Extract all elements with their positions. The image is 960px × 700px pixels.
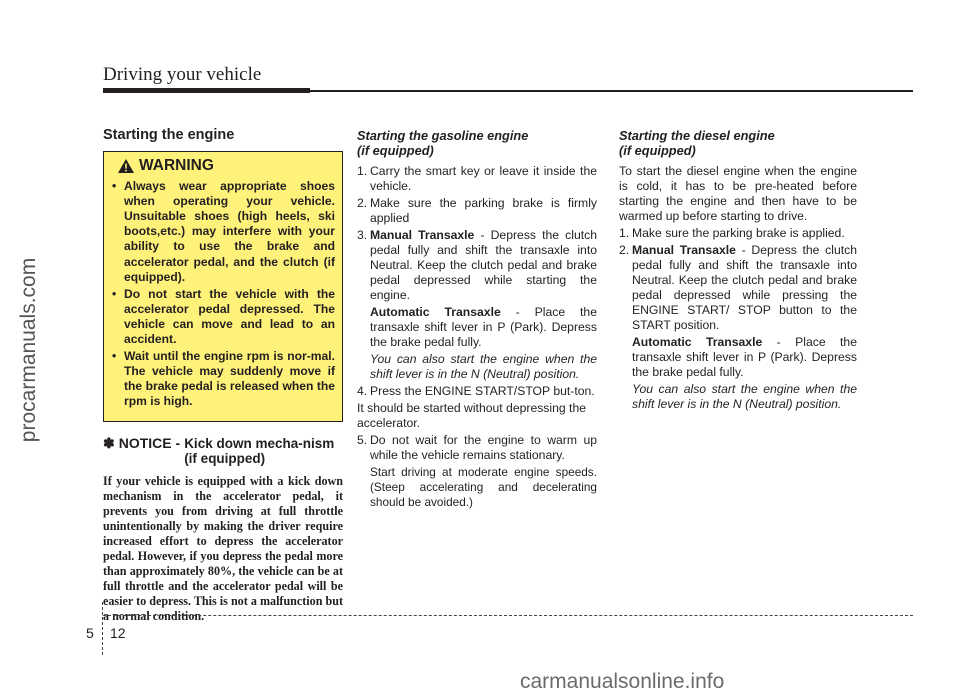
automatic-transaxle-note: Automatic Transaxle - Place the transaxle shift lever in P (Park). Depress the brake pedal fully. — [632, 335, 857, 379]
notice-label: NOTICE - — [118, 434, 181, 451]
warning-header — [112, 158, 335, 173]
list-item: 1. Carry the smart key or leave it inside the vehicle. — [357, 164, 597, 193]
header-rule-thick — [103, 88, 310, 93]
diesel-intro: To start the diesel engine when the engine is cold, it has to be pre-heated before starting the engine and then have to be warmed up before starting to drive. — [619, 164, 857, 223]
column-1 — [103, 128, 343, 624]
warning-title: WARNING — [139, 157, 214, 174]
footer-divider — [102, 602, 103, 655]
header-rule-thin — [310, 90, 913, 92]
list-item: 2. Make sure the parking brake is firmly applied — [357, 196, 597, 225]
list-item: 3. Manual Transaxle - Depress the clutch pedal fully and shift the transaxle into Neutral. Keep the clutch pedal and brake pedal depressed while starting the engine. — [357, 228, 598, 302]
step5-note: Start driving at moderate engine speeds. (Steep accelerating and decelerating should be avoided.) — [370, 465, 597, 509]
chapter-number: 5 — [86, 625, 94, 641]
warning-item: • Wait until the engine rpm is nor-mal. The vehicle may suddenly move if the brake pedal is released when the rpm is high. — [112, 349, 335, 409]
notice-star-icon: ✽ — [103, 434, 115, 451]
warning-item: • Do not start the vehicle with the accelerator pedal depressed. The vehicle can move and lead to an accident. — [112, 286, 335, 347]
section-title: Starting the engine — [103, 127, 235, 143]
list-item: 2. Manual Transaxle - Depress the clutch pedal fully and shift the transaxle into Neutral. Keep the clutch pedal and brake pedal depressed while pressing the ENGINE START/ STOP button to the START position. — [619, 243, 858, 332]
list-item: 5. Do not wait for the engine to warm up while the vehicle remains stationary. — [357, 433, 597, 462]
list-item: 4. Press the ENGINE START/STOP but-ton. — [357, 384, 595, 398]
page-number: 12 — [110, 625, 126, 641]
notice-title — [103, 436, 343, 466]
page-header-title: Driving your vehicle — [103, 64, 262, 85]
column-3 — [619, 128, 857, 414]
paragraph: It should be started without depressing the accelerator. — [357, 401, 586, 430]
automatic-transaxle-note: Automatic Transaxle - Place the transaxle shift lever in P (Park). Depress the brake pedal fully. — [370, 305, 597, 349]
italic-note: You can also start the engine when the shift lever is in the N (Neutral) position. — [632, 382, 857, 411]
diesel-title: Starting the diesel engine (if equipped) — [619, 128, 775, 158]
italic-note: You can also start the engine when the shift lever is in the N (Neutral) position. — [370, 352, 597, 381]
warning-item: • Always wear appropriate shoes when operating your vehicle. Unsuitable shoes (high heels, ski boots,etc.) may interfere with your ability to use the brake and accelerator pedal, and the clutch (if equipped). — [112, 179, 335, 284]
warning-triangle-icon — [118, 159, 134, 173]
column-2 — [357, 128, 597, 512]
notice-heading: Kick down mecha-nism (if equipped) — [184, 435, 335, 466]
footer-rule — [103, 615, 913, 616]
notice-body: If your vehicle is equipped with a kick down mechanism in the accelerator pedal, it prevents you from driving at full throttle unintentionally by making the driver require increased effort to depress the accelerator pedal. However, if you depress the pedal more than approximately 80%, the vehicle can be at full throttle and the accelerator pedal will be easier to depress. This is not a malfunction but a normal condition. — [103, 473, 343, 623]
watermark-bottom: carmanualsonline.info — [520, 670, 725, 693]
watermark-left: procarmanuals.com — [17, 257, 40, 443]
list-item: 1. Make sure the parking brake is applied. — [619, 226, 845, 240]
gasoline-title: Starting the gasoline engine (if equipped) — [357, 128, 529, 158]
warning-box — [103, 151, 343, 422]
